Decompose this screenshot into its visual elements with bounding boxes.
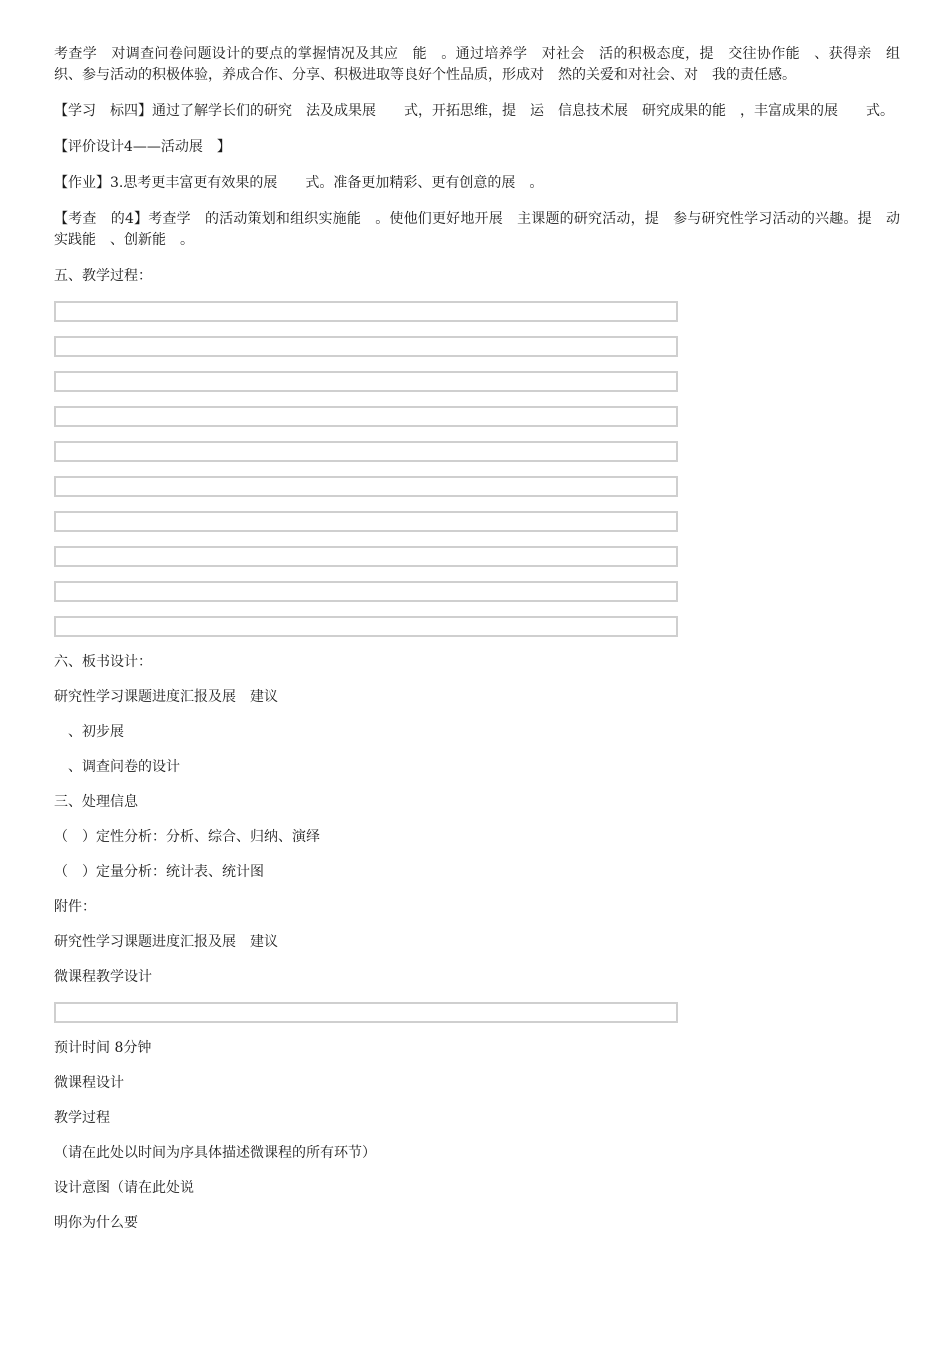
teaching-process-table xyxy=(54,301,900,637)
table-row-box xyxy=(54,511,678,532)
teaching-process-label: 教学过程 xyxy=(54,1110,110,1126)
attachment-subtitle: 微课程教学设计 xyxy=(54,969,152,985)
table-row-box xyxy=(54,476,678,497)
board-item: 、调查问卷的设计 xyxy=(54,759,180,775)
table-row-box xyxy=(54,581,678,602)
micro-course-design: 微课程设计 xyxy=(54,1075,124,1091)
teaching-process-note: （请在此处以时间为序具体描述微课程的所有环节） xyxy=(54,1145,376,1161)
table-row-box xyxy=(54,301,678,322)
board-title: 研究性学习课题进度汇报及展 建议 xyxy=(54,689,278,705)
attachment-table-box xyxy=(54,1002,678,1023)
table-row-box xyxy=(54,406,678,427)
table-row-box xyxy=(54,546,678,567)
table-row-box xyxy=(54,441,678,462)
board-item: （ ）定量分析：统计表、统计图 xyxy=(54,864,264,880)
section-board-design-title: 六、板书设计： xyxy=(54,654,152,670)
board-item: 三、处理信息 xyxy=(54,794,138,810)
paragraph-learning-goal-4: 【学习 标四】通过了解学长们的研究 法及成果展 式，开拓思维，提 运 信息技术展 研究成果的能 ，丰富成果的展 式。 xyxy=(54,103,894,119)
table-row-box xyxy=(54,616,678,637)
paragraph-evaluation: 考查学 对调查问卷问题设计的要点的掌握情况及其应 能 。通过培养学 对社会 活的积极态度，提 交往协作能 、获得亲 组织、参与活动的积极体验，养成合作、分享、积极进取等良好个性品质，形成对 然的关爱和对社会、对 我的责任感。 xyxy=(54,46,900,83)
document-page xyxy=(54,44,914,1233)
table-row-box xyxy=(54,336,678,357)
design-intent-label: 设计意图（请在此处说 xyxy=(54,1180,194,1196)
board-item: 、初步展 xyxy=(54,724,124,740)
paragraph-homework: 【作业】3.思考更丰富更有效果的展 式。准备更加精彩、更有创意的展 。 xyxy=(54,175,544,191)
board-item: （ ）定性分析：分析、综合、归纳、演绎 xyxy=(54,829,320,845)
attachment-title: 研究性学习课题进度汇报及展 建议 xyxy=(54,934,278,950)
attachment-label: 附件： xyxy=(54,899,96,915)
design-intent-continued: 明你为什么要 xyxy=(54,1215,138,1231)
section-teaching-process-title: 五、教学过程： xyxy=(54,268,152,284)
table-row-box xyxy=(54,371,678,392)
paragraph-assessment-4: 【考查 的4】考查学 的活动策划和组织实施能 。使他们更好地开展 主课题的研究活动，提 参与研究性学习活动的兴趣。提 动 实践能 、创新能 。 xyxy=(54,211,914,248)
paragraph-evaluation-design-4: 【评价设计4——活动展 】 xyxy=(54,139,231,155)
estimated-time: 预计时间 8分钟 xyxy=(54,1040,152,1056)
